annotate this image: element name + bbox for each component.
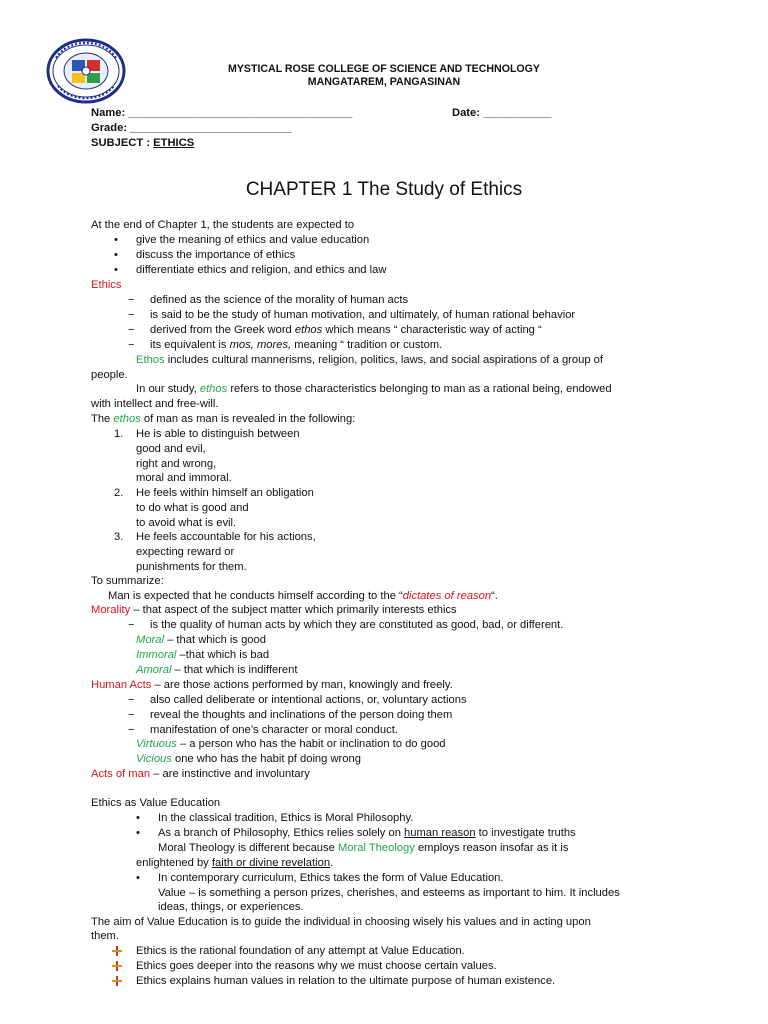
final-item: Ethics explains human values in relation to the ultimate purpose of human existence. xyxy=(136,974,555,989)
amoral-type: Amoral – that which is indifferent xyxy=(136,664,298,676)
moral-theology-line-cont: enlightened by faith or divine revelation. xyxy=(136,857,334,869)
objective-item: • give the meaning of ethics and value education xyxy=(136,233,369,248)
ethics-point-greek: − derived from the Greek word ethos which means “ characteristic way of acting “ xyxy=(150,323,542,338)
ethics-point-equivalent: − its equivalent is mos, mores, meaning “ tradition or custom. xyxy=(150,338,442,353)
value-definition-cont: ideas, things, or experiences. xyxy=(158,901,304,913)
grade-field: Grade: __________________________ xyxy=(91,122,292,134)
morality-point: − is the quality of human acts by which they are constituted as good, bad, or different. xyxy=(150,618,563,633)
aim-paragraph: The aim of Value Education is to guide the individual in choosing wisely his values and in acting upon xyxy=(91,916,591,928)
ethos-study-paragraph: In our study, ethos refers to those characteristics belonging to man as a rational being, endowed xyxy=(136,383,612,395)
ethos-paragraph: Ethos includes cultural mannerisms, religion, politics, laws, and social aspirations of a group of xyxy=(136,354,603,366)
immoral-type: Immoral –that which is bad xyxy=(136,649,270,661)
objective-item: • discuss the importance of ethics xyxy=(136,248,295,263)
summary-text: Man is expected that he conducts himself according to the “dictates of reason“. xyxy=(108,590,498,602)
moral-type: Moral – that which is good xyxy=(136,634,266,646)
intro-text: At the end of Chapter 1, the students are expected to xyxy=(91,219,355,231)
date-field: Date: ___________ xyxy=(452,107,552,119)
morality-definition: Morality – that aspect of the subject matter which primarily interests ethics xyxy=(91,604,457,616)
ethics-term: Ethics xyxy=(91,279,122,291)
value-ed-bullet: • In contemporary curriculum, Ethics takes the form of Value Education. xyxy=(158,871,504,886)
school-seal-logo xyxy=(46,38,126,104)
name-field: Name: ____________________________________ xyxy=(91,107,353,119)
subject-value: ETHICS xyxy=(153,137,195,149)
school-location: MANGATAREM, PANGASINAN xyxy=(307,76,461,88)
human-acts-point: − reveal the thoughts and inclinations of the person doing them xyxy=(150,708,452,723)
ethics-point: − is said to be the study of human motivation, and ultimately, of human rational behavior xyxy=(150,308,575,323)
aim-paragraph-cont: them. xyxy=(91,930,119,942)
final-item: Ethics goes deeper into the reasons why we must choose certain values. xyxy=(136,959,497,974)
ethos-study-paragraph-cont: with intellect and free-will. xyxy=(91,398,219,410)
value-ed-bullet: • As a branch of Philosophy, Ethics relies solely on human reason to investigate truths xyxy=(158,826,576,841)
virtuous-definition: Virtuous – a person who has the habit or inclination to do good xyxy=(136,738,446,750)
plus-bullet-icon xyxy=(112,946,122,956)
plus-bullet-icon xyxy=(112,961,122,971)
ethos-revealed-intro: The ethos of man as man is revealed in the following: xyxy=(91,413,356,425)
subject-label: SUBJECT : xyxy=(91,137,154,149)
subject-line xyxy=(91,136,194,151)
vicious-definition: Vicious one who has the habit pf doing wrong xyxy=(136,753,361,765)
summary-label: To summarize: xyxy=(91,575,164,587)
objective-item: • differentiate ethics and religion, and ethics and law xyxy=(136,263,386,278)
page-title: CHAPTER 1 The Study of Ethics xyxy=(245,179,523,200)
section-heading: Ethics as Value Education xyxy=(91,797,221,809)
human-acts-point: − manifestation of one’s character or moral conduct. xyxy=(150,723,398,738)
revealed-item-3: 3. He feels accountable for his actions, expecting reward or punishments for them. xyxy=(114,531,316,573)
revealed-item-1: 1. He is able to distinguish between good and evil, right and wrong, moral and immoral. xyxy=(114,428,300,485)
human-acts-definition: Human Acts – are those actions performed by man, knowingly and freely. xyxy=(91,679,453,691)
ethos-paragraph-cont: people. xyxy=(91,369,128,381)
revealed-item-2: 2. He feels within himself an obligation to do what is good and to avoid what is evil. xyxy=(114,487,314,529)
value-definition: Value – is something a person prizes, cherishes, and esteems as important to him. It includes xyxy=(158,887,620,899)
moral-theology-line: Moral Theology is different because Moral Theology employs reason insofar as it is xyxy=(158,842,569,854)
value-ed-bullet: • In the classical tradition, Ethics is Moral Philosophy. xyxy=(158,811,413,826)
ethics-point: − defined as the science of the morality of human acts xyxy=(150,293,408,308)
human-acts-point: − also called deliberate or intentional actions, or, voluntary actions xyxy=(150,693,467,708)
acts-of-man-definition: Acts of man – are instinctive and involuntary xyxy=(91,768,310,780)
school-name: MYSTICAL ROSE COLLEGE OF SCIENCE AND TECHNOLOGY xyxy=(228,63,540,75)
plus-bullet-icon xyxy=(112,976,122,986)
final-item: Ethics is the rational foundation of any attempt at Value Education. xyxy=(136,944,465,959)
